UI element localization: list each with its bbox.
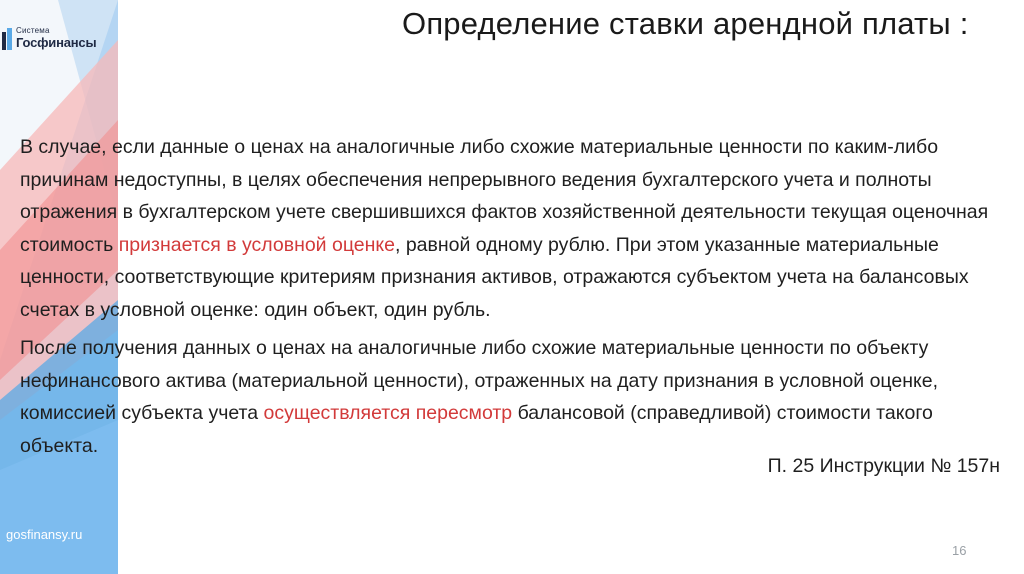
slide-title: Определение ставки арендной платы : [402,6,969,41]
paragraph-1-text-start: В случае, если данные о ценах на аналогичные либо схожие материальные ценности по каким-либо причинам недоступны, в целях обеспечения непрерывного ведения бухгалтерского учета и полноты отражения в бухгалтерском учете свершившихся фактов хозяйственной деятельности текущая оценочная стоимость [20,136,989,256]
paragraph-2 [20,332,1010,462]
paragraph-1 [20,131,1010,326]
gosfinansy-logo [2,22,122,58]
paragraph-2-text-start: После получения данных о ценах на аналогичные либо схожие материальные ценности по объекту нефинансового актива (материальной ценности), отраженных на дату признания в условной оценке, комиссией субъекта учета [20,337,938,424]
logo-mark-icon [2,28,13,50]
logo-small-text: Система [16,26,50,35]
paragraph-2-highlight: осуществляется пересмотр [263,402,513,424]
logo-big-text: Госфинансы [16,35,97,50]
slide-body [20,131,1010,462]
paragraph-1-text-end: , равной одному рублю. При этом указанные материальные ценности, соответствующие критериям признания активов, отражаются субъектом учета на балансовых счетах в условной оценке: один объект, один рубль. [20,233,969,321]
paragraph-1-highlight: признается в условной оценке [118,233,395,256]
paragraph-2-text-end: балансовой (справедливой) стоимости такого объекта. [20,402,933,457]
footer-url: gosfinansy.ru [6,527,83,542]
page-number: 16 [952,543,967,558]
legal-reference: П. 25 Инструкции № 157н [767,455,1000,477]
